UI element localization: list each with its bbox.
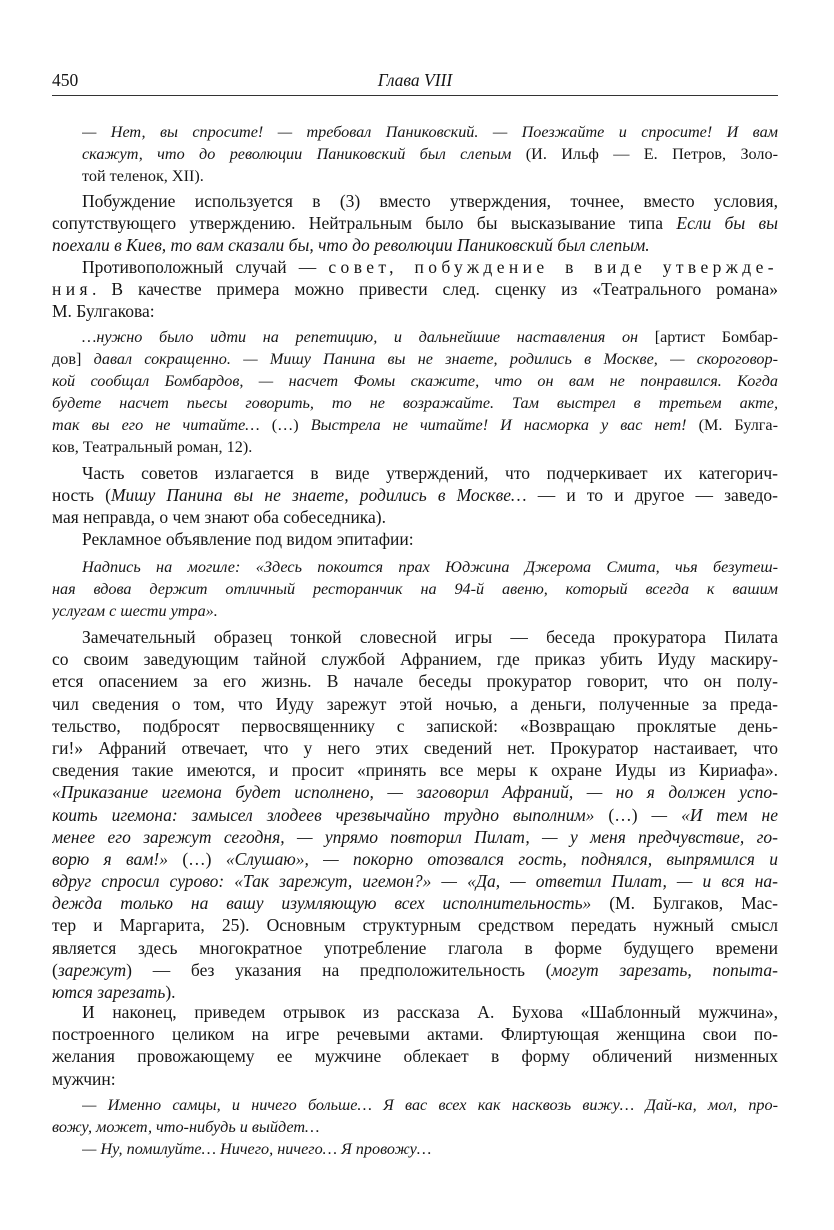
text-line: сопутствующего утверждению. Нейтральным было бы высказывание типа Если бы вы <box>52 213 778 234</box>
text-line: ков, Театральный роман, 12). <box>52 438 253 456</box>
text-line: дежда только на вашу изумляющую всех исполнительность» (М. Булгаков, Мас- <box>52 893 778 914</box>
quote-epitaph <box>52 556 778 622</box>
paragraph <box>52 190 778 257</box>
page-header <box>52 70 778 94</box>
text-line: ворю я вам!» (…) «Слушаю», — покорно отозвался гость, поднялся, выпрямился и <box>52 848 778 869</box>
text-line: Замечательный образец тонкой словесной игры — беседа прокуратора Пилата <box>82 627 778 647</box>
text-line: мая неправда, о чем знают оба собеседника). <box>52 507 387 528</box>
quote-panikovsky <box>82 121 778 187</box>
text-line: желания провожающему ее мужчине облекает в форму обличений низменных <box>52 1046 778 1067</box>
text-line: «Приказание игемона будет исполнено, — заговорил Афраний, — но я должен успо- <box>52 782 778 803</box>
text-line: вдруг спросил сурово: «Так зарежут, игемон?» — «Да, — ответил Пилат, — и вся на- <box>52 871 778 892</box>
text-line: сведения такие имеются, и просит «принять все меры к охране Иуды из Кириафа». <box>52 760 778 781</box>
text-line: кой сообщал Бомбардов, — насчет Фомы скажите, что он вам не понравился. Когда <box>52 372 778 390</box>
text-line: менее его зарежут сегодня, — упрямо повторил Пилат, — у меня предчувствие, го- <box>52 826 778 847</box>
text-line: ность (Мишу Панина вы не знаете, родились в Москве… — и то и другое — заведо- <box>52 485 778 506</box>
text-line: так вы его не читайте… (…) Выстрела не читайте! И насморка у вас нет! (М. Булга- <box>52 416 778 434</box>
text-line: Побуждение используется в (3) вместо утверждения, точнее, вместо условия, <box>82 191 778 211</box>
text-line: — Ну, помилуйте… Ничего, ничего… Я провожу… <box>82 1140 432 1158</box>
text-line: Рекламное объявление под видом эпитафии: <box>82 529 414 549</box>
text-line: …нужно было идти на репетицию, и дальнейшие наставления он [артист Бомбар- <box>82 328 778 346</box>
text-line: будете насчет пьесы говорить, то не возражайте. Там выстрел в третьем акте, <box>52 394 778 412</box>
paragraph-pilate <box>52 626 778 1003</box>
text-line: Противоположный случай — совет, побуждение в виде утвержде- <box>82 257 778 277</box>
running-head: Глава VIII <box>377 70 453 90</box>
text-line: мужчин: <box>52 1068 116 1089</box>
text-line: (зарежут) — без указания на предположительность (могут зарезать, попыта- <box>52 959 778 980</box>
paragraph-bukhov <box>52 1001 778 1090</box>
text-line: чил сведения о том, что Иуду зарежут этой ночью, а деньги, полученные за преда- <box>52 693 778 714</box>
text-line: ния. В качестве примера можно привести след. сценку из «Театрального романа» <box>52 279 778 300</box>
quote-bukhov <box>52 1094 778 1160</box>
page-number: 450 <box>52 70 79 90</box>
paragraph <box>52 528 778 550</box>
quote-bulgakov-theatre <box>52 326 778 458</box>
text-line: той теленок, XII). <box>82 167 204 185</box>
text-line: ются зарезать). <box>52 982 176 1002</box>
text-line: Надпись на могиле: «Здесь покоится прах Юджина Джерома Смита, чья безутеш- <box>82 558 778 576</box>
text-line: вожу, может, что-нибудь и выйдет… <box>52 1118 320 1136</box>
text-line: дов] давал сокращенно. — Мишу Панина вы не знаете, родились в Москве, — скороговор- <box>52 350 778 368</box>
header-rule <box>52 95 778 96</box>
text-line: тер и Маргарита, 25). Основным структурным средством передать нужный смысл <box>52 915 778 936</box>
text-line: Часть советов излагается в виде утверждений, что подчеркивает их категорич- <box>82 463 778 483</box>
text-line: скажут, что до революции Паниковский был слепым (И. Ильф — Е. Петров, Золо- <box>82 145 778 163</box>
text-line: — Именно самцы, и ничего больше… Я вас всех как насквозь вижу… Дай-ка, мол, про- <box>82 1096 778 1114</box>
text-line: ется опасением за его жизнь. В начале беседы прокуратор говорит, что он полу- <box>52 671 778 692</box>
text-line: ная вдова держит отличный ресторанчик на 94-й авеню, который всегда к вашим <box>52 580 778 598</box>
text-line: поехали в Киев, то вам сказали бы, что до революции Паниковский был слепым. <box>52 235 650 256</box>
text-line: — Нет, вы спросите! — требовал Паниковский. — Поезжайте и спросите! И вам <box>82 123 778 141</box>
text-line: услугам с шести утра». <box>52 602 218 620</box>
text-line: со своим заведующим тайной службой Афранием, где приказ убить Иуду маскиру- <box>52 649 778 670</box>
text-line: построенного целиком на игре речевыми актами. Флиртующая женщина свои по- <box>52 1024 778 1045</box>
text-line: ги!» Афраний отвечает, что у него этих сведений нет. Прокуратор настаивает, что <box>52 737 778 758</box>
text-line: является здесь многократное употребление глагола в форме будущего времени <box>52 937 778 958</box>
text-line: тельство, подбросят первосвященнику с запиской: «Возвращаю проклятые день- <box>52 715 778 736</box>
text-line: М. Булгакова: <box>52 301 155 322</box>
paragraph <box>52 256 778 323</box>
text-line: И наконец, приведем отрывок из рассказа А. Бухова «Шаблонный мужчина», <box>82 1002 778 1022</box>
paragraph <box>52 462 778 529</box>
text-line: коить игемона: замысел злодеев чрезвычайно трудно выполним» (…) — «И тем не <box>52 804 778 825</box>
